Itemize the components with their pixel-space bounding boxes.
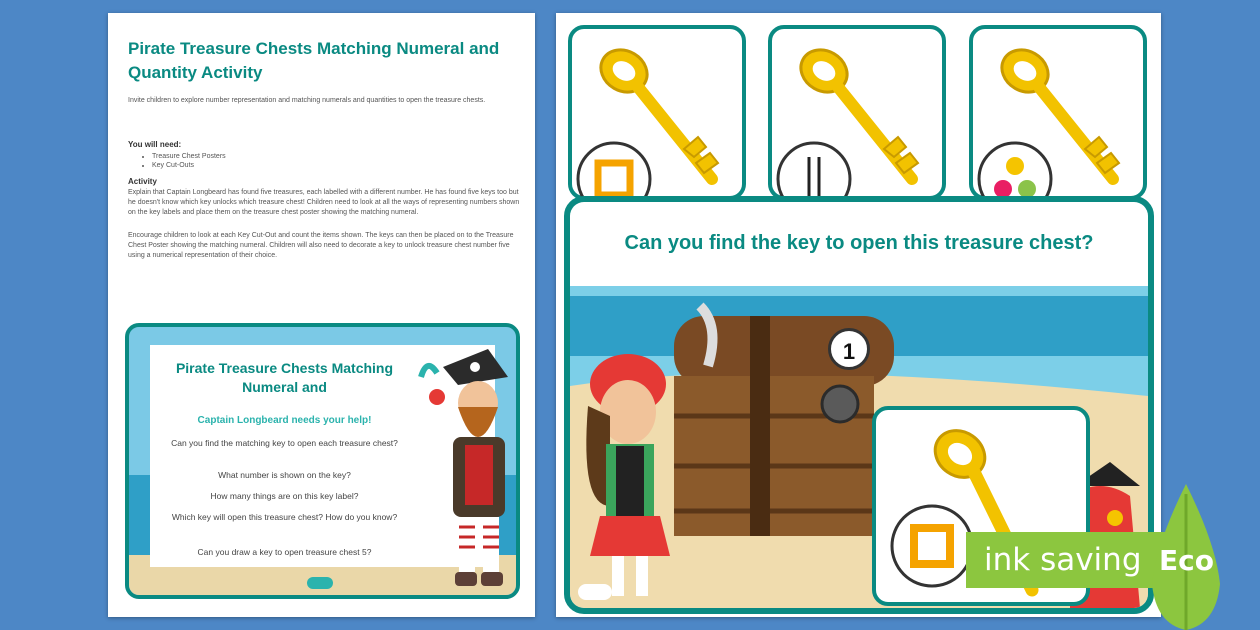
key-card-square	[568, 25, 746, 200]
poster-question: How many things are on this key label?	[210, 491, 359, 501]
key-card-dots	[969, 25, 1147, 200]
ink-saving-eco-badge	[966, 484, 1260, 630]
poster-subtitle: Captain Longbeard needs your help!	[197, 415, 372, 426]
key-card-tally	[768, 25, 946, 200]
poster-question: What number is shown on the key?	[218, 470, 351, 480]
chest-number-badge: 1	[828, 328, 870, 370]
activity-paragraph: Encourage children to look at each Key Cut-Out and count the items shown. The keys can then be placed on to the Treasure Chest Poster showing the matching numeral. Children will also need to decorate a key to unlock treasure chest number five using a numerical representation of their choice.	[128, 232, 514, 259]
activity-paragraph: Explain that Captain Longbeard has found five treasures, each labelled with a different number. He has found five keys too but he doesn't know which key unlocks which treasure chest! Children need to look at all the ways of representing numbers shown on the key labels and place them on the treasure chest poster showing the matching numeral.	[128, 189, 520, 216]
poster-title: Pirate Treasure Chests Matching Numeral and	[175, 360, 394, 395]
captain-longbeard-illustration	[413, 337, 520, 599]
activity-instructions-page	[108, 13, 535, 617]
poster-question: Can you find the matching key to open each treasure chest?	[171, 438, 398, 448]
twinkl-logo	[307, 577, 333, 589]
poster-question: Can you draw a key to open treasure chest 5?	[197, 547, 372, 557]
need-list	[142, 152, 226, 170]
poster-question: Which key will open this treasure chest? How do you know?	[171, 512, 398, 522]
intro-text: Invite children to explore number representation and matching numerals and quantities to open the treasure chests.	[128, 97, 486, 104]
key-icon	[973, 29, 1143, 199]
page-title: Pirate Treasure Chests Matching Numeral and Quantity Activity	[128, 39, 500, 82]
poster-thumbnail	[125, 323, 520, 599]
activity-heading: Activity	[128, 177, 157, 186]
key-icon	[572, 29, 742, 199]
poster-header	[570, 202, 1148, 286]
list-item: • Treasure Chest Posters	[152, 152, 226, 161]
eco-label: Eco	[1159, 544, 1214, 577]
list-item: • Key Cut-Outs	[152, 161, 226, 170]
key-icon	[772, 29, 942, 199]
ink-saving-label: ink saving	[984, 542, 1142, 578]
need-heading: You will need:	[128, 140, 182, 149]
poster-question-title: Can you find the key to open this treasure chest?	[624, 232, 1094, 254]
twinkl-logo	[578, 584, 612, 600]
